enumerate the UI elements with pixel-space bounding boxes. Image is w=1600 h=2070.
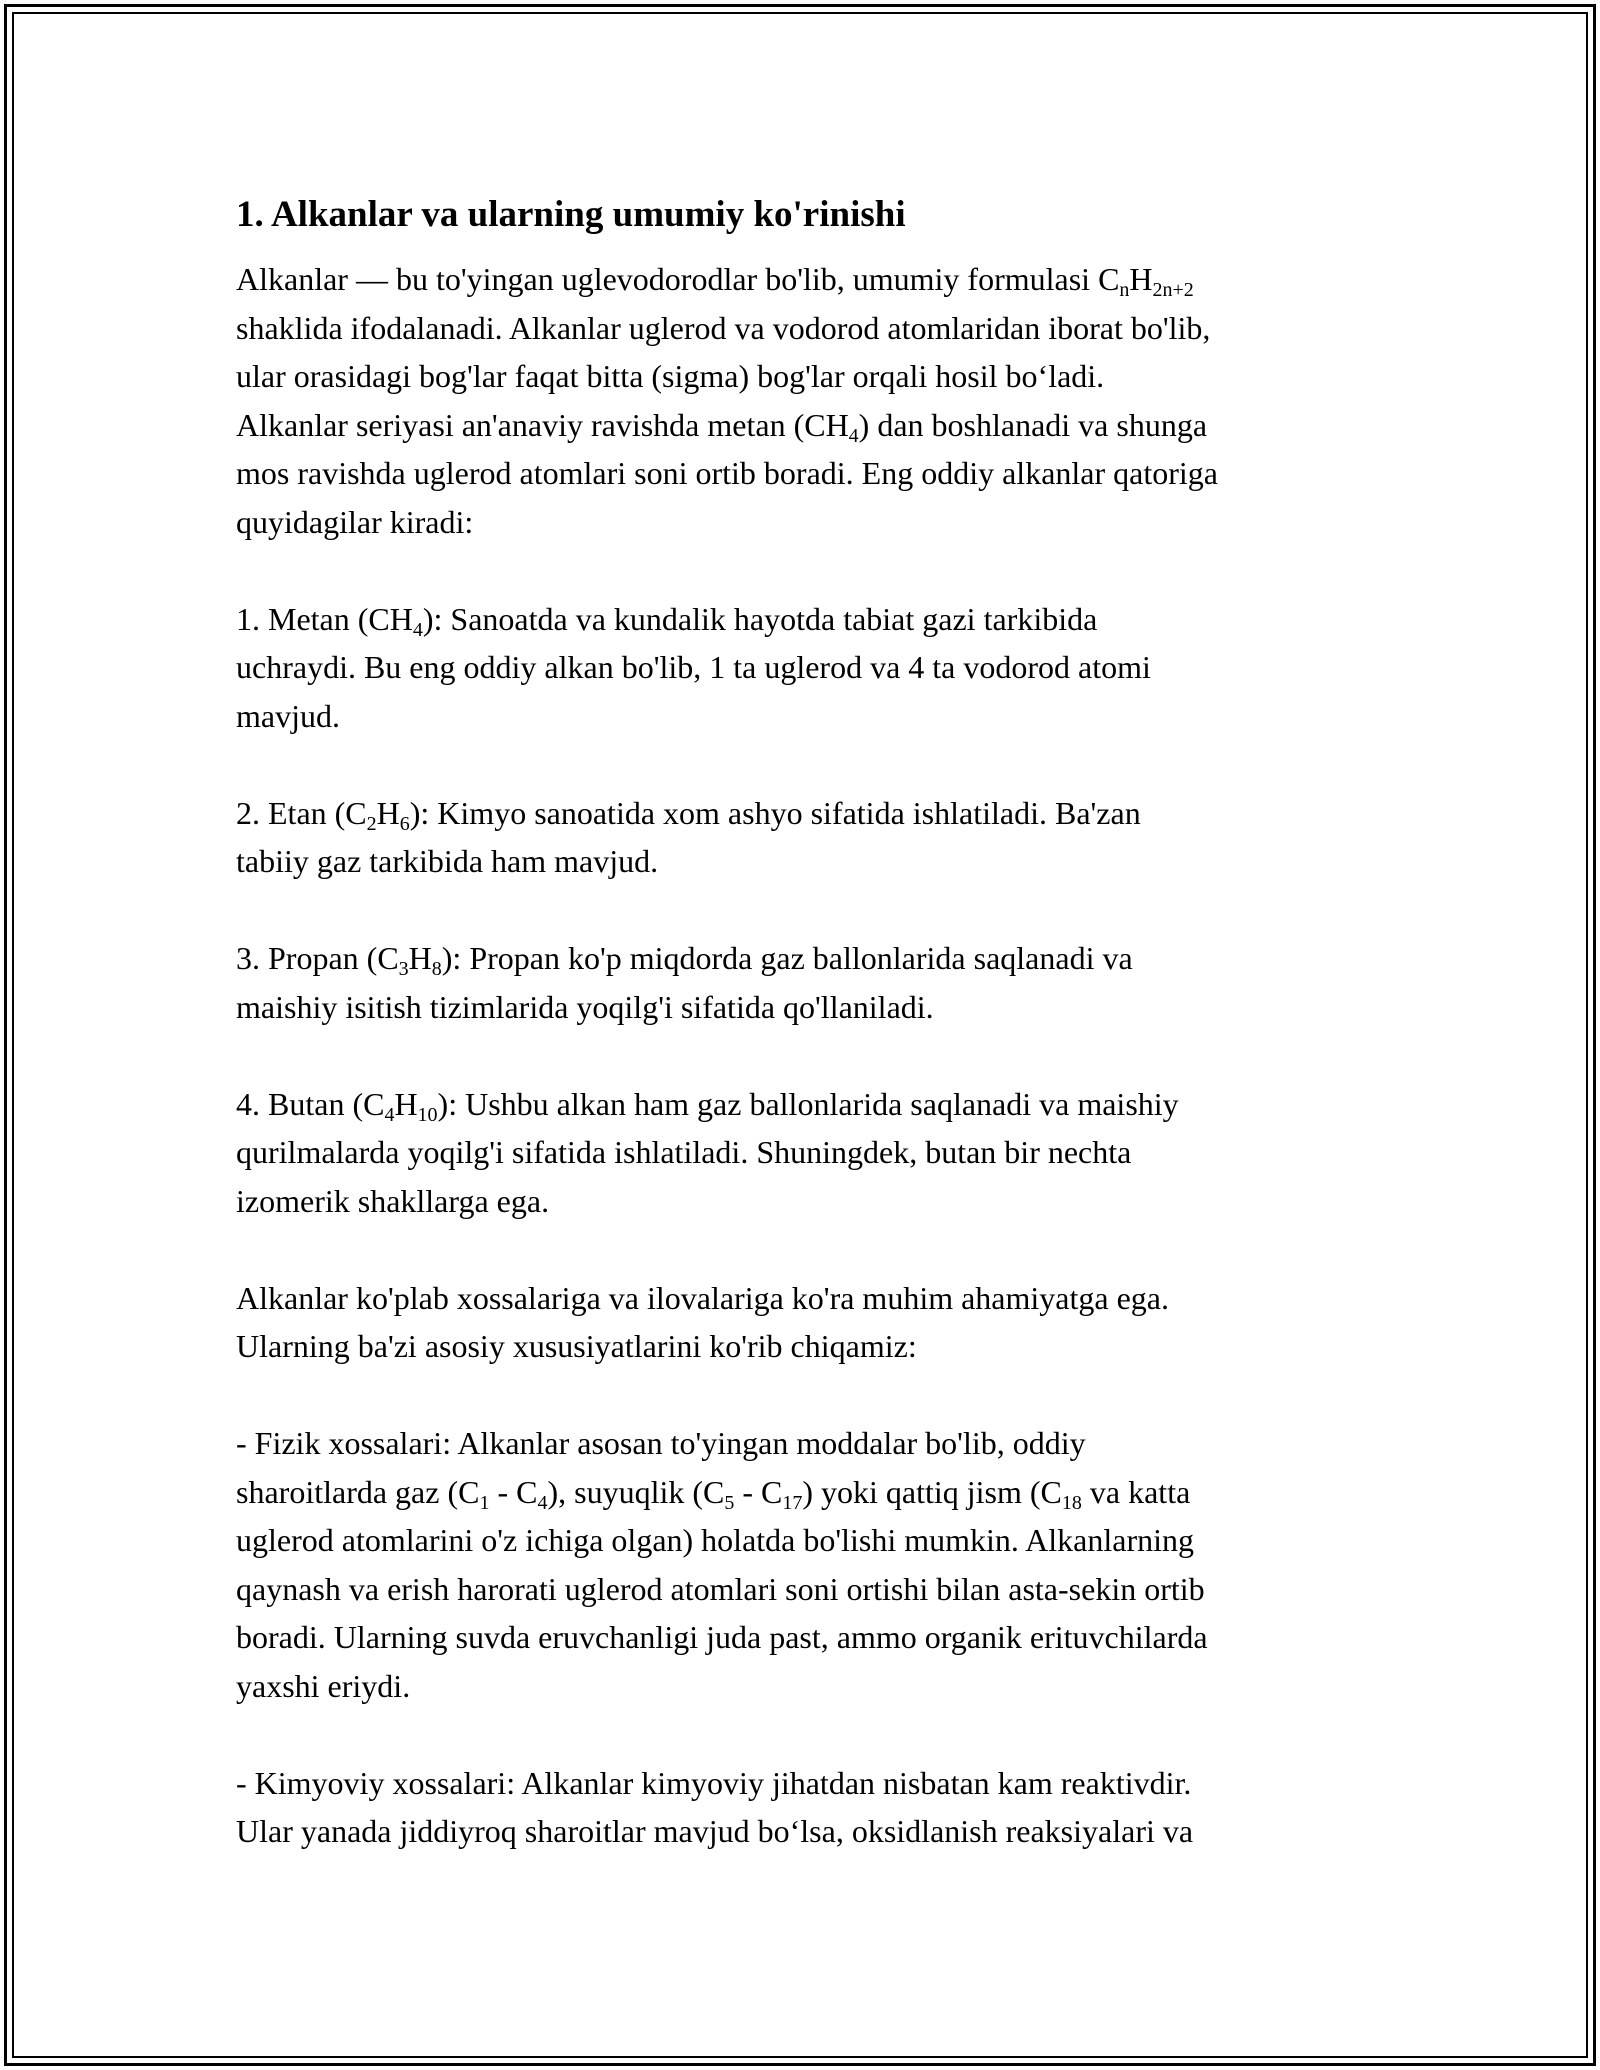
propan-text-2: H <box>408 940 432 976</box>
metan-subscript: 4 <box>848 424 859 447</box>
physical-text-6: va katta uglerod atomlarini o'z ichiga olgan) holatda bo'lishi mumkin. Alkanlarning qaynash va erish harorati uglerod atomlari soni ortishi bilan asta-sekin ortib boradi. Ularning suvda eruvchanligi juda past, ammo organik erituvchilarda yaxshi eriydi. <box>236 1473 1208 1704</box>
etan-text-1: 2. Etan (C <box>236 794 367 831</box>
metan-text-2: ): Sanoatda va kundalik hayotda tabiat gazi tarkibida uchraydi. Bu eng oddiy alkan bo'lib, 1 ta uglerod va 4 ta vodorod atomi mavjud. <box>236 600 1151 734</box>
physical-text-3: ), suyuqlik (C <box>547 1473 725 1510</box>
formula-h: H <box>1129 261 1153 297</box>
intro-text-2: shaklida ifodalanadi. Alkanlar uglerod va vodorod atomlaridan iborat bo'lib, ular orasidagi bog'lar faqat bitta (sigma) bog'lar orqali hosil bo‘ladi. Alkanlar seriyasi an'anaviy ravishda metan (CH <box>236 309 1211 443</box>
physical-sub-1: 1 <box>479 1491 490 1514</box>
etan-c-subscript: 2 <box>366 812 377 835</box>
propan-text-1: 3. Propan (C <box>236 940 399 976</box>
formula-subscript-2n2: 2n+2 <box>1152 279 1194 301</box>
butan-text-3: ): Ushbu alkan ham gaz ballonlarida saqlanadi va maishiy qurilmalarda yoqilg'i sifatida ishlatiladi. Shuningdek, butan bir nechta izomerik shakllarga ega. <box>236 1085 1179 1219</box>
butan-text-2: H <box>394 1085 418 1122</box>
physical-sub-2: 4 <box>537 1491 548 1514</box>
propan-text-3: ): Propan ko'p miqdorda gaz ballonlarida saqlanadi va maishiy isitish tizimlarida yoqilg'i sifatida qo'llaniladi. <box>236 940 1133 1025</box>
list-item-butan <box>236 1080 1366 1226</box>
physical-text-1: - Fizik xossalari: Alkanlar asosan to'yingan moddalar bo'lib, oddiy sharoitlarda gaz (C <box>236 1425 1086 1510</box>
etan-text-2: H <box>376 794 400 831</box>
physical-sub-3: 5 <box>724 1491 735 1514</box>
butan-h-subscript: 10 <box>417 1103 438 1126</box>
propan-h-subscript: 8 <box>431 958 442 980</box>
list-item-etan <box>236 789 1366 886</box>
physical-sub-5: 18 <box>1061 1491 1082 1514</box>
butan-text-1: 4. Butan (C <box>236 1085 385 1122</box>
physical-sub-4: 17 <box>782 1491 803 1514</box>
physical-text-5: ) yoki qattiq jism (C <box>802 1473 1062 1510</box>
list-item-propan <box>236 934 1366 1031</box>
intro-text-1: Alkanlar — bu to'yingan uglevodorodlar bo'lib, umumiy formulasi C <box>236 261 1120 297</box>
document-body <box>236 185 1366 1856</box>
metan-text-1: 1. Metan (CH <box>236 600 413 637</box>
butan-c-subscript: 4 <box>384 1103 395 1126</box>
intro-text-3: ) dan boshlanadi va shunga mos ravishda uglerod atomlari soni ortib boradi. Eng oddiy alkanlar qatoriga quyidagilar kiradi: <box>236 406 1218 540</box>
metan-h-subscript: 4 <box>412 618 423 641</box>
intro-paragraph <box>236 255 1366 546</box>
physical-text-4: - C <box>734 1473 783 1510</box>
etan-text-3: ): Kimyo sanoatida xom ashyo sifatida ishlatiladi. Ba'zan tabiiy gaz tarkibida ham mavjud. <box>236 794 1141 879</box>
summary-paragraph: Alkanlar ko'plab xossalariga va ilovalariga ko'ra muhim ahamiyatga ega. Ularning ba'zi asosiy xususiyatlarini ko'rib chiqamiz: <box>236 1279 1169 1364</box>
physical-text-2: - C <box>489 1473 538 1510</box>
section-heading: 1. Alkanlar va ularning umumiy ko'rinishi <box>236 194 906 235</box>
chemical-properties-paragraph: - Kimyoviy xossalari: Alkanlar kimyoviy jihatdan nisbatan kam reaktivdir. Ular yanada jiddiyroq sharoitlar mavjud bo‘lsa, oksidlanish reaksiyalari va <box>236 1764 1194 1849</box>
list-item-metan <box>236 595 1366 741</box>
etan-h-subscript: 6 <box>399 812 410 835</box>
formula-subscript-n: n <box>1119 279 1130 301</box>
physical-properties-paragraph <box>236 1419 1366 1710</box>
propan-c-subscript: 3 <box>398 958 409 980</box>
